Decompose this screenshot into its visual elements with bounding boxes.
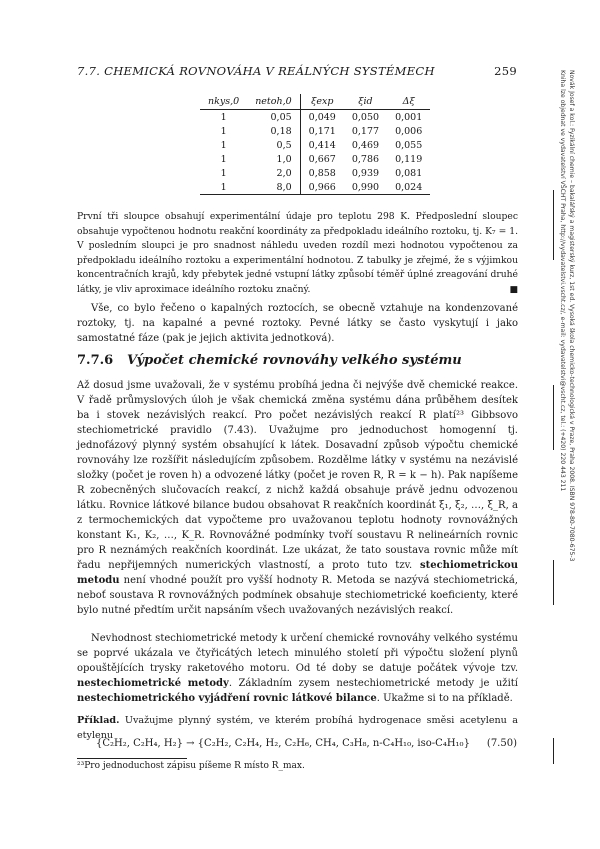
table-cell: 1,0 <box>276 153 292 165</box>
table-cell: 1 <box>220 153 227 165</box>
margin-bar <box>553 385 554 450</box>
paragraph-text: Nevhodnost stechiometrické metody k určení chemické rovnováhy velkého systému se poprvé ukázala ve čtyřicátých letech minulého století při výpočtu složení plynů opouštějících trysky raketového motoru. Od té doby se datuje počátek vývoje tzv. <box>77 633 518 674</box>
end-of-example-mark: ■ <box>509 284 518 295</box>
section-title: Výpočet chemické rovnováhy velkého systému <box>127 353 462 368</box>
table-cell: 0,055 <box>395 139 423 151</box>
chapter-title: 7.7. CHEMICKÁ ROVNOVÁHA V REÁLNÝCH SYSTÉMECH <box>77 64 435 78</box>
table-cell: 1 <box>220 111 227 123</box>
col-header: nkys,0 <box>200 94 247 110</box>
equation-body: {C₂H₂, C₂H₄, H₂} → {C₂H₂, C₂H₄, H₂, C₂H₆, CH₄, C₃H₈, n-C₄H₁₀, iso-C₄H₁₀} <box>96 738 470 749</box>
footnote: ²³Pro jednoduchost zápisu píšeme R místo R_max. <box>77 761 305 771</box>
col-header: Δξ <box>387 94 430 110</box>
table-row <box>200 180 430 195</box>
copyright-sidebar <box>552 70 582 670</box>
col-header: netoh,0 <box>247 94 300 110</box>
col-header: ξexp <box>300 94 344 110</box>
table-row <box>200 124 430 138</box>
key-term: stechiometrickou metodu <box>77 560 518 586</box>
example-text: Uvažujme plynný systém, ve kterém probíhá hydrogenace směsi acetylenu a etylenu <box>77 715 518 741</box>
paragraph <box>77 631 518 706</box>
margin-bar <box>553 190 554 260</box>
footnote-rule <box>77 758 187 759</box>
table-cell: 8,0 <box>247 180 300 195</box>
table-cell: 0,050 <box>351 111 380 123</box>
paragraph-text: . Ukažme si to na příkladě. <box>376 693 513 704</box>
table-cell: 0,414 <box>300 138 344 152</box>
equation <box>96 738 517 749</box>
table-cell: 0,171 <box>300 124 344 138</box>
key-term: nestechiometrické metody <box>77 678 229 689</box>
paragraph-text: První tři sloupce obsahují experimentální údaje pro teplotu 298 K. Předposlední sloupec obsahuje vypočtenou hodnotu reakční koordináty za předpokladu ideálního roztoku, tj. K₇ = 1. V posledním sloupci je pro snadnost náhledu uveden rozdíl mezi hodnotou vypočtenou za předpokladu ideálního roztoku a experimentální hodnotou. Z tabulky je zřejmé, že s výjimkou koncentračních krajů, kdy přebytek jedné vstupní látky způsobí téměř úplné zreagování druhé látky, je vliv aproximace ideálního roztoku značný. <box>77 211 518 295</box>
table-cell: 0,001 <box>395 111 423 123</box>
table-row <box>200 166 430 180</box>
margin-bar <box>553 738 554 764</box>
table-cell: 0,081 <box>395 167 423 179</box>
section-number: 7.7.6 <box>77 353 114 368</box>
paragraph: Vše, co bylo řečeno o kapalných roztocích, se obecně vztahuje na kondenzované roztoky, tj. na kapalné a pevné roztoky. Pevné látky se často vyskytují i jako samostatné fáze (pak je jejich aktivita jednotková). <box>77 303 518 344</box>
table-header-row <box>200 94 430 110</box>
table-cell: 0,990 <box>344 180 387 195</box>
paragraph-text: . Základním zysem nestechiometrické metody je užití <box>228 678 518 689</box>
paragraph <box>77 378 518 618</box>
margin-bar <box>553 560 554 605</box>
section-heading <box>77 353 518 368</box>
table-row <box>200 110 430 125</box>
table-cell: 0,5 <box>276 139 292 151</box>
table-cell: 0,469 <box>351 139 380 151</box>
table-cell: 1 <box>220 167 227 179</box>
col-header: ξid <box>344 94 387 110</box>
table-cell: 0,667 <box>300 152 344 166</box>
table-row <box>200 138 430 152</box>
sidebar-line-2: Kniha lze objednat ve vydavatelství VŠCHT Praha, http://vydavatelstvi.vscht.cz/, e-mail: vydavatelstvi@vscht.cz, tel.: (+420) 220 443 211 <box>559 70 566 492</box>
table-cell: 1 <box>220 139 227 151</box>
sidebar-line-1: Novák Josef a kol.: Fyzikální chemie – bakalářský a magisterský kurz, 1st ed. Vysoká škola chemicko-technologická v Praze, Praha 2008. ISBN 978-80-7080-675-3 <box>568 70 575 562</box>
table-cell: 0,177 <box>351 125 380 137</box>
table-cell: 2,0 <box>276 167 292 179</box>
table-cell: 0,786 <box>351 153 380 165</box>
table-cell: 0,05 <box>270 111 292 123</box>
example-label: Příklad. <box>77 715 120 726</box>
equation-number: (7.50) <box>486 738 517 749</box>
page-number: 259 <box>494 64 517 78</box>
table-cell: 0,024 <box>387 180 430 195</box>
table-cell: 0,006 <box>395 125 423 137</box>
key-term: nestechiometrického vyjádření rovnic látkové bilance <box>77 693 377 704</box>
table-cell: 0,049 <box>300 110 344 125</box>
table-cell: 1 <box>220 125 227 137</box>
paragraph-text: Až dosud jsme uvažovali, že v systému probíhá jedna či nejvýše dvě chemické reakce. V řadě průmyslových úloh je však chemická změna systému dána průběhem desítek ba i stovek nezávislých reakcí. Pro počet nezávislých reakcí R platí²³ Gibbsovo stechiometrické pravidlo (7.43). Uvažujme pro jednoduchost homogenní tj. jednofázový plynný systém obsahující k látek. Dosavadní způsob výpočtu chemické rovnováhy lze rozšířit následujícím způsobem. Rozdělme látky v systému na nezávislé složky (počet je roven h) a odvozené látky (počet je roven R, R = k − h). Pak napíšeme R zobecněných slučovacích reakcí, z nichž každá obsahuje právě jednu odvozenou látku. Rovnice látkové bilance budou obsahovat R reakčních koordinát ξ₁, ξ₂, …, ξ_R, a z termochemických dat vypočteme pro uvažovanou teplotu hodnoty rovnovážných konstant K₁, K₂, …, K_R. Rovnovážné podmínky tvoří soustavu R nelineárních rovnic pro R neznámých reakčních koordinát. Lze ukázat, že tato soustava rovnic může mít řadu nepřijemných numerických vlastností, a proto tuto tzv. <box>77 380 518 571</box>
table-row <box>200 152 430 166</box>
results-table <box>200 94 430 195</box>
paragraph-text: není vhodné použít pro vyšší hodnoty R. Metoda se nazývá stechiometrická, neboť soustava R rovnovážných podmínek obsahuje stechiometrické koeficienty, které bylo nutné předtím určit napsáním všech uvažovaných nezávislých reakcí. <box>77 575 518 616</box>
table-cell: 0,966 <box>300 180 344 195</box>
table-cell: 0,119 <box>395 153 423 165</box>
running-header <box>77 64 517 78</box>
table-cell: 1 <box>200 180 247 195</box>
table-cell: 0,939 <box>351 167 380 179</box>
table-cell: 0,18 <box>270 125 292 137</box>
table-commentary <box>77 210 518 297</box>
sidebar-text <box>558 70 576 670</box>
table-cell: 0,858 <box>300 166 344 180</box>
